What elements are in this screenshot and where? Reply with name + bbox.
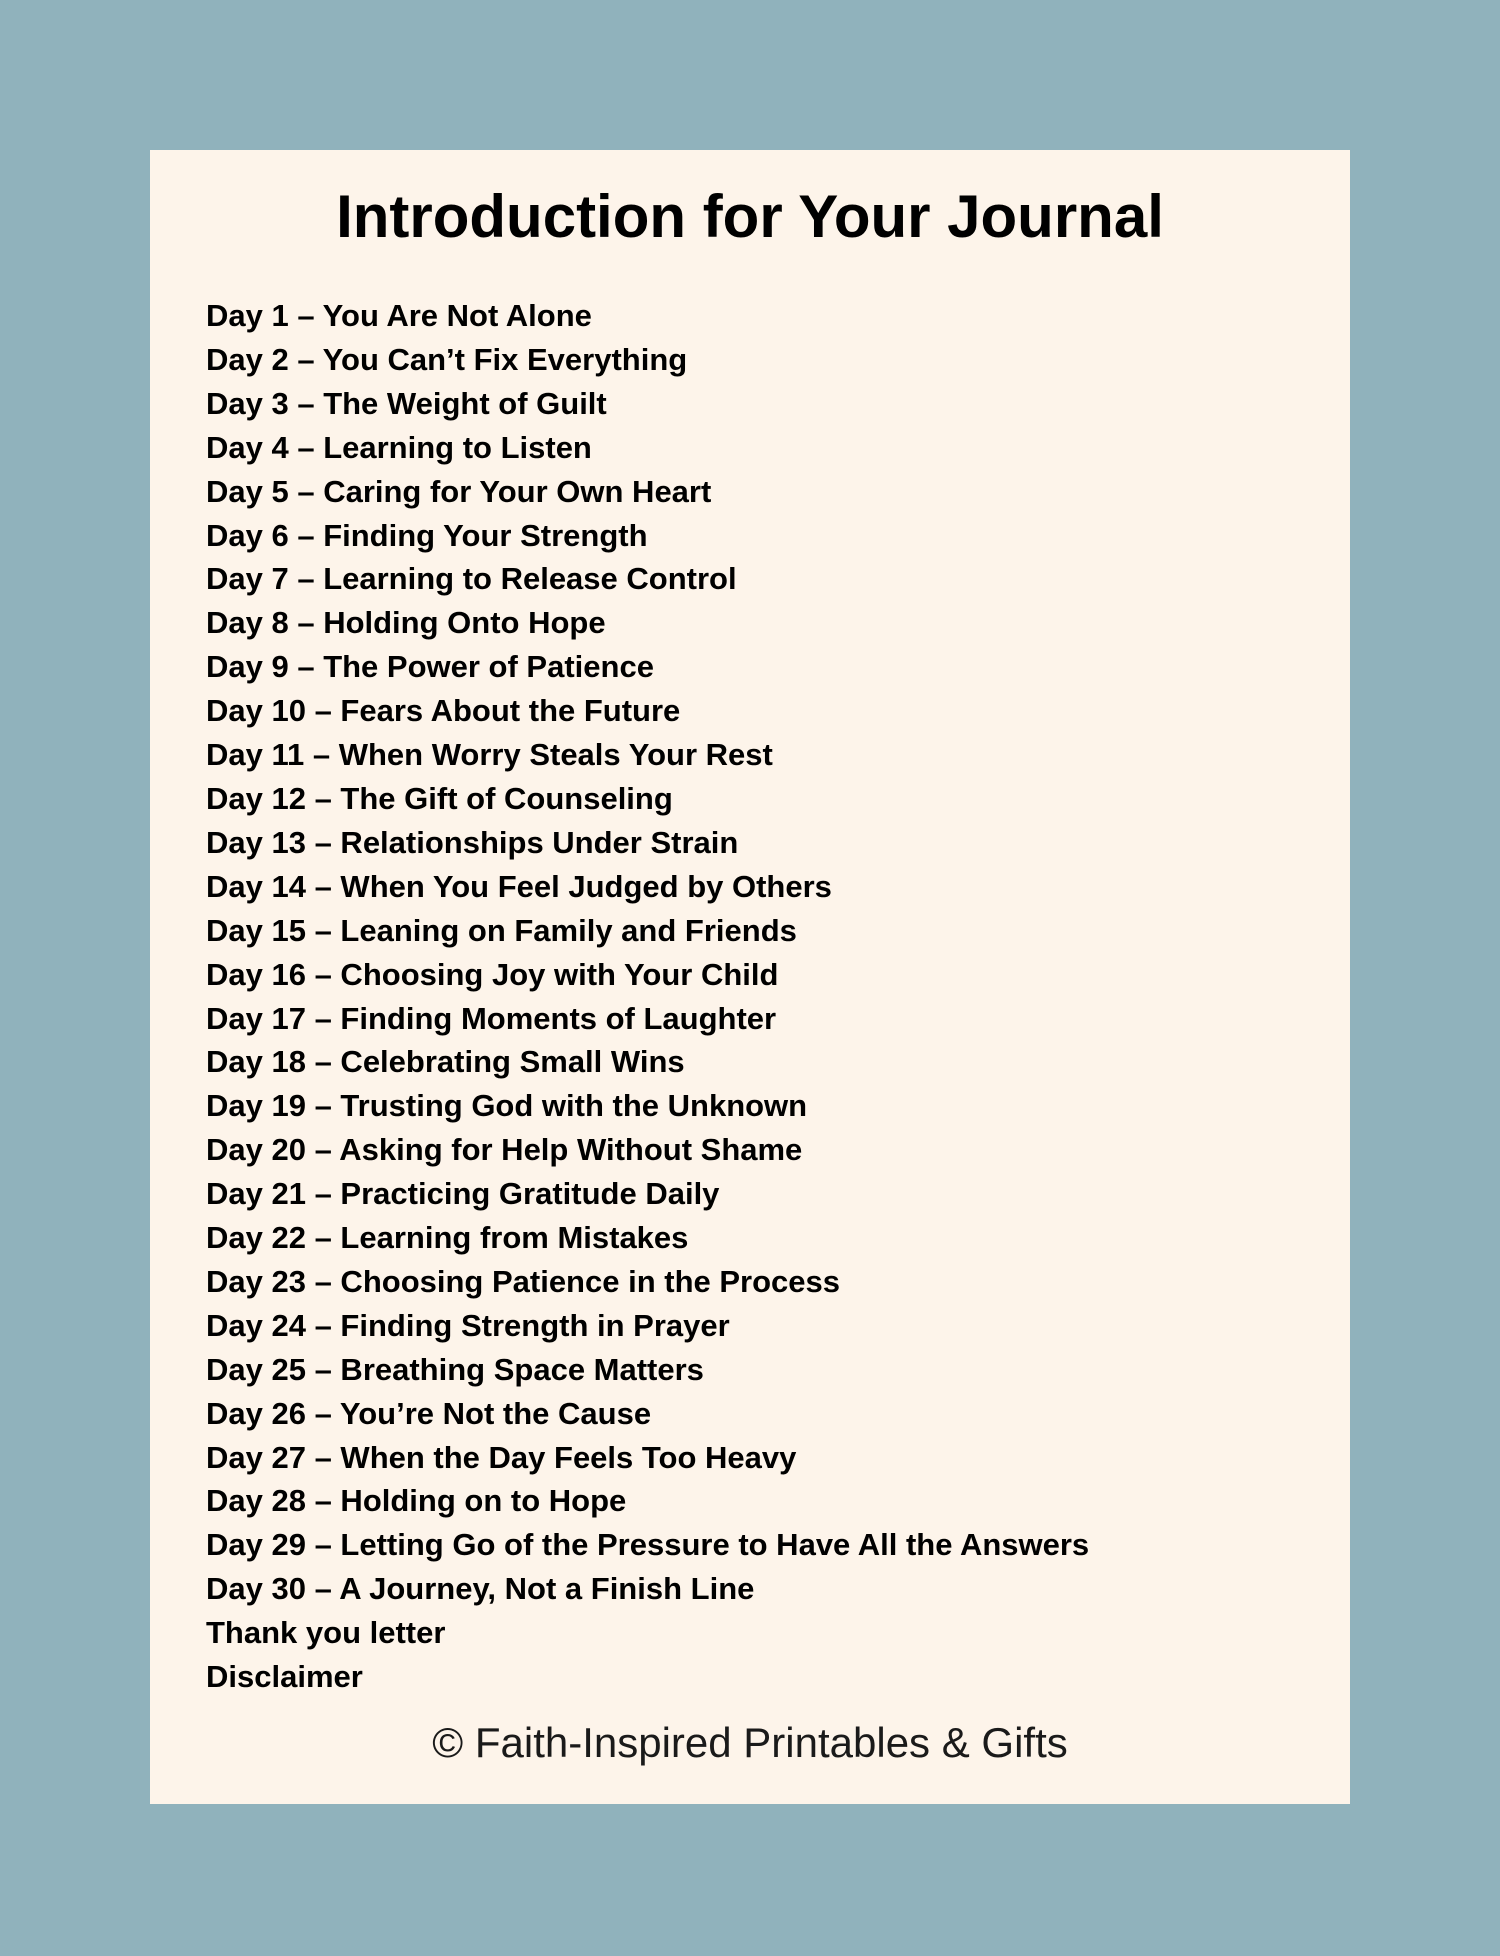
toc-entry: Day 15 – Leaning on Family and Friends — [206, 912, 797, 948]
toc-entry: Day 7 – Learning to Release Control — [206, 561, 737, 597]
toc-entry: Day 22 – Learning from Mistakes — [206, 1220, 689, 1256]
toc-entry: Day 23 – Choosing Patience in the Process — [206, 1263, 841, 1299]
toc-entry: Day 28 – Holding on to Hope — [206, 1483, 627, 1519]
toc-entry: Day 21 – Practicing Gratitude Daily — [206, 1176, 720, 1212]
toc-entry: Day 1 – You Are Not Alone — [206, 298, 592, 333]
toc-entry: Day 29 – Letting Go of the Pressure to Have All the Answers — [206, 1527, 1090, 1563]
toc-entry: Day 9 – The Power of Patience — [206, 649, 654, 685]
toc-entry: Day 2 – You Can’t Fix Everything — [206, 341, 688, 377]
toc-entry: Disclaimer — [206, 1659, 363, 1695]
toc-entry: Day 20 – Asking for Help Without Shame — [206, 1132, 803, 1168]
table-of-contents — [206, 294, 1089, 1699]
toc-entry: Day 10 – Fears About the Future — [206, 693, 681, 729]
toc-entry: Day 5 – Caring for Your Own Heart — [206, 473, 712, 509]
toc-entry: Day 12 – The Gift of Counseling — [206, 780, 673, 816]
toc-entry: Day 16 – Choosing Joy with Your Child — [206, 956, 779, 992]
toc-entry: Day 3 – The Weight of Guilt — [206, 385, 607, 421]
copyright-footer: © Faith-Inspired Printables & Gifts — [432, 1719, 1068, 1766]
toc-entry: Day 30 – A Journey, Not a Finish Line — [206, 1571, 755, 1607]
toc-entry: Day 13 – Relationships Under Strain — [206, 824, 739, 860]
toc-entry: Day 24 – Finding Strength in Prayer — [206, 1307, 730, 1343]
toc-entry: Day 25 – Breathing Space Matters — [206, 1351, 704, 1387]
toc-entry: Day 11 – When Worry Steals Your Rest — [206, 737, 773, 773]
toc-entry: Day 26 – You’re Not the Cause — [206, 1395, 652, 1431]
toc-entry: Day 14 – When You Feel Judged by Others — [206, 868, 832, 904]
document-page — [150, 150, 1350, 1804]
toc-entry: Day 17 – Finding Moments of Laughter — [206, 1000, 777, 1036]
toc-entry: Day 8 – Holding Onto Hope — [206, 605, 606, 641]
toc-entry: Thank you letter — [206, 1615, 446, 1651]
toc-entry: Day 19 – Trusting God with the Unknown — [206, 1088, 808, 1124]
page-title: Introduction for Your Journal — [336, 183, 1164, 250]
toc-entry: Day 27 – When the Day Feels Too Heavy — [206, 1439, 797, 1475]
toc-entry: Day 18 – Celebrating Small Wins — [206, 1044, 685, 1080]
toc-entry: Day 4 – Learning to Listen — [206, 429, 592, 465]
toc-entry: Day 6 – Finding Your Strength — [206, 517, 648, 553]
